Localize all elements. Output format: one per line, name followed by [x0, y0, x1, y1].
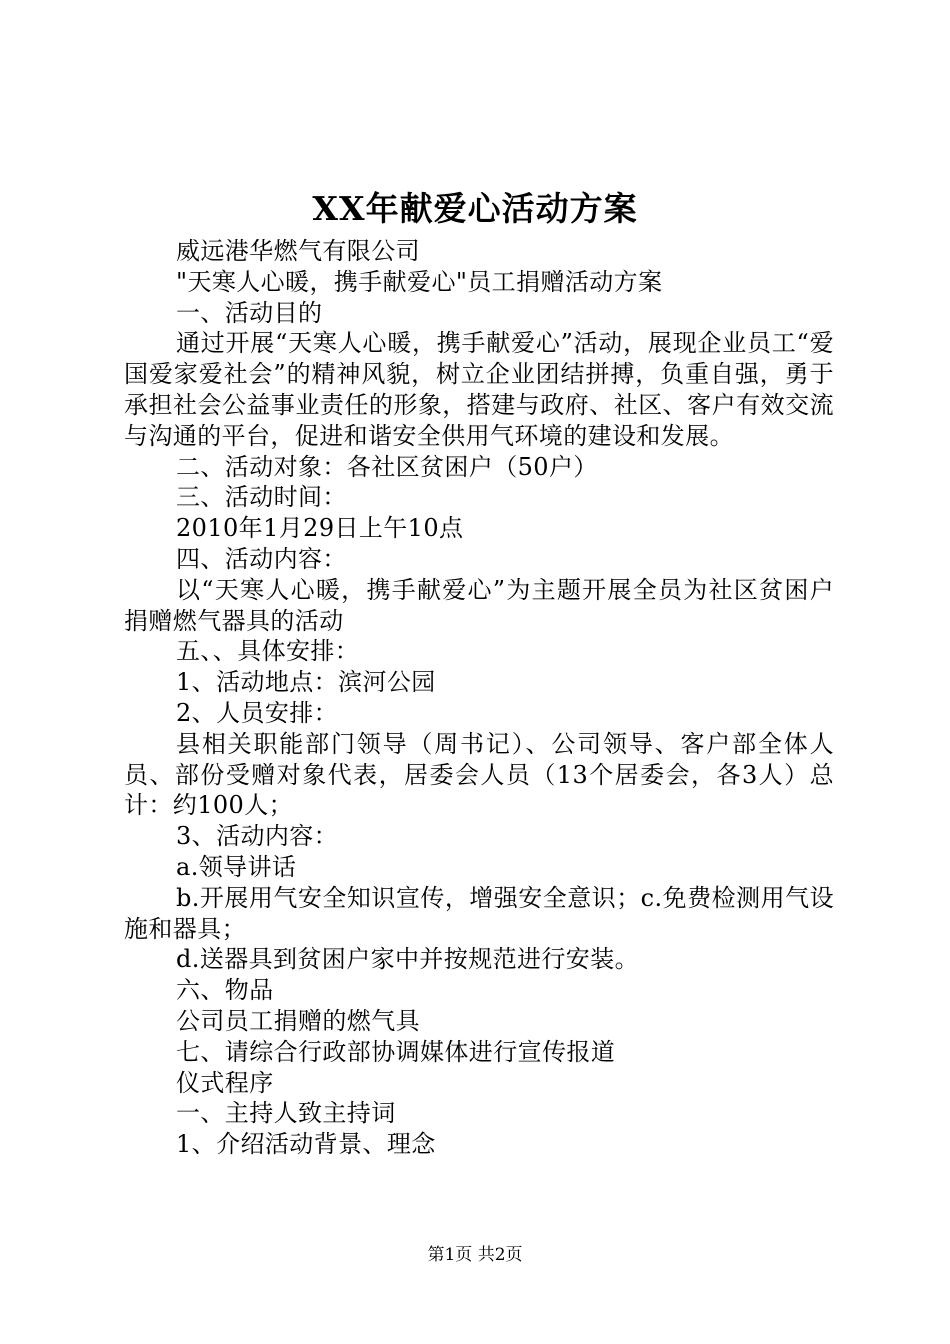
page-footer: 第1页 共2页	[427, 1245, 523, 1265]
section-heading-items: 六、物品	[176, 976, 274, 1005]
paragraph-content: 以“天寒人心暖，携手献爱心”为主题开展全员为社区贫困户捐赠燃气器具的活动	[124, 575, 834, 635]
paragraph-ceremony: 仪式程序	[176, 1068, 274, 1097]
paragraph-item-d: d.送器具到贫困户家中并按规范进行安装。	[176, 945, 639, 974]
section-heading-target: 二、活动对象：各社区贫困户（50户）	[176, 452, 598, 481]
paragraph-time: 2010年1月29日上午10点	[176, 514, 464, 543]
section-heading-time: 三、活动时间：	[176, 483, 347, 512]
section-heading-media: 七、请综合行政部协调媒体进行宣传报道	[176, 1037, 616, 1066]
paragraph-plan-name: "天寒人心暖，携手献爱心"员工捐赠活动方案	[176, 267, 663, 296]
paragraph-purpose: 通过开展“天寒人心暖，携手献爱心”活动，展现企业员工“爱国爱家爱社会”的精神风貌，树立企业团结拼搏，负重自强，勇于承担社会公益事业责任的形象，搭建与政府、社区、客户有效交流与沟通的平台，促进和谐安全供用气环境的建设和发展。	[124, 329, 834, 450]
paragraph-activity-heading: 3、活动内容：	[176, 822, 339, 851]
paragraph-host: 一、主持人致主持词	[176, 1099, 396, 1128]
paragraph-location: 1、活动地点：滨河公园	[176, 668, 436, 697]
paragraph-item-b-c: b.开展用气安全知识宣传，增强安全意识；c.免费检测用气设施和器具；	[124, 883, 834, 943]
section-heading-content: 四、活动内容：	[176, 544, 347, 573]
paragraph-staffing: 县相关职能部门领导（周书记）、公司领导、客户部全体人员、部份受赠对象代表，居委会人员（13个居委会，各3人）总计：约100人；	[124, 729, 834, 820]
paragraph-staffing-heading: 2、人员安排：	[176, 698, 339, 727]
section-heading-arrangement: 五、、具体安排：	[176, 637, 360, 666]
paragraph-background: 1、介绍活动背景、理念	[176, 1130, 436, 1159]
paragraph-company: 威远港华燃气有限公司	[176, 237, 420, 265]
document-body	[124, 236, 834, 1160]
section-heading-purpose: 一、活动目的	[176, 298, 323, 327]
paragraph-item-a: a.领导讲话	[176, 852, 297, 881]
paragraph-items: 公司员工捐赠的燃气具	[176, 1006, 420, 1035]
document-title: XX年献爱心活动方案	[312, 189, 638, 228]
